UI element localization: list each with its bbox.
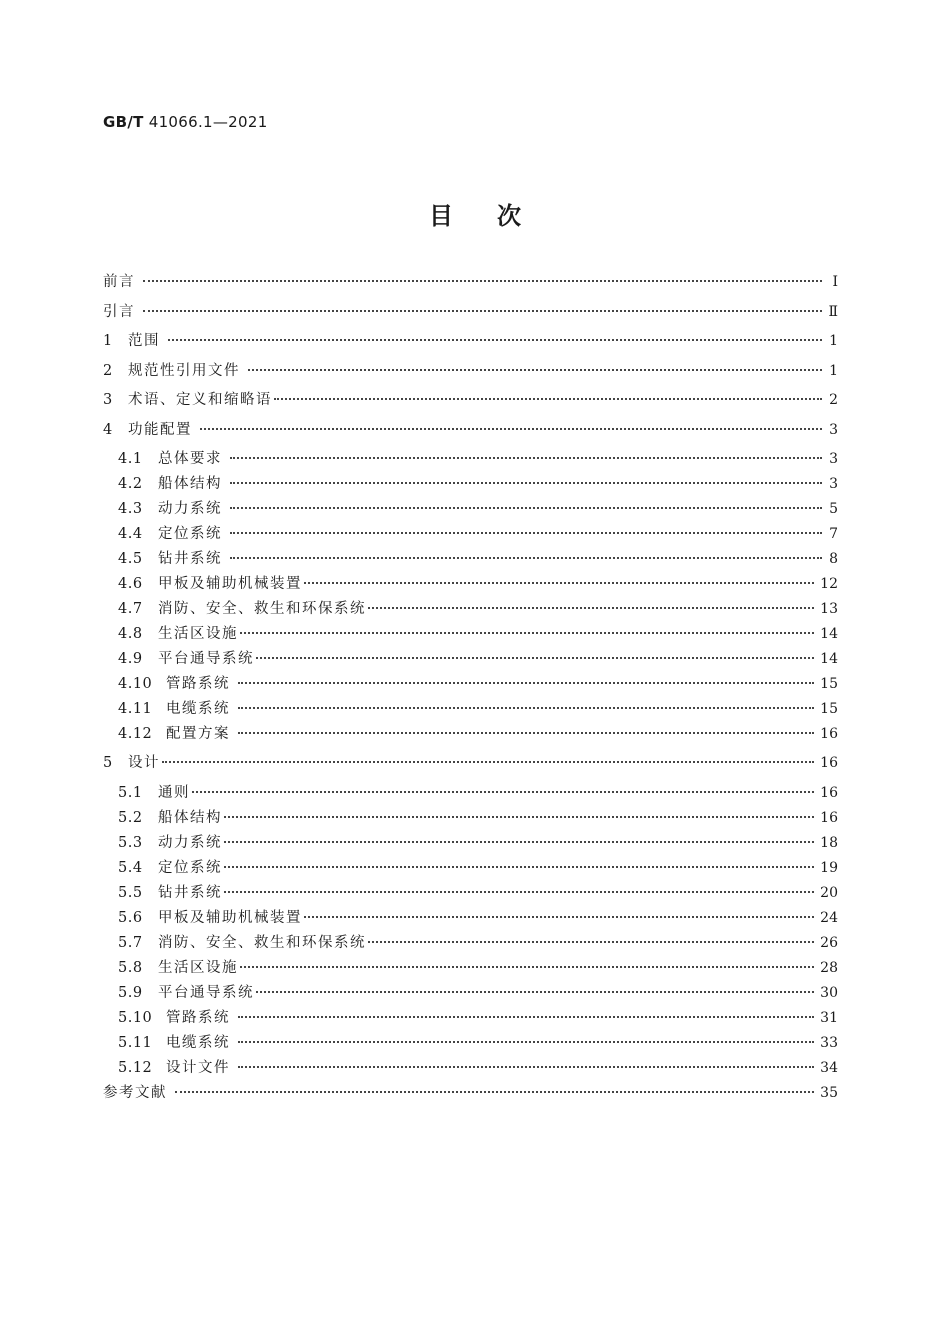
toc-number: 4.1	[118, 451, 143, 467]
toc-entry[interactable]	[103, 522, 838, 547]
toc-page: 15	[820, 676, 838, 692]
toc-title: 目次	[429, 202, 565, 230]
toc-page: 16	[820, 726, 838, 742]
dot-leader	[143, 280, 822, 282]
dot-leader	[256, 991, 814, 993]
toc-entry[interactable]	[103, 672, 838, 697]
toc-entry[interactable]	[103, 597, 838, 622]
toc-label: 定位系统	[158, 526, 222, 542]
toc-entry[interactable]	[103, 418, 838, 448]
toc-number: 3	[103, 392, 113, 408]
toc-entry[interactable]	[103, 697, 838, 722]
toc-page: 3	[829, 451, 838, 467]
toc-number: 5.12	[118, 1059, 153, 1076]
toc-label: 功能配置	[128, 421, 192, 438]
dot-leader	[230, 532, 822, 534]
toc-page: 31	[820, 1009, 838, 1026]
toc-label: 平台通导系统	[158, 651, 254, 667]
toc-label: 甲板及辅助机械装置	[158, 576, 302, 592]
dot-leader	[238, 1041, 814, 1043]
toc-entry[interactable]	[103, 881, 838, 906]
toc-page: 16	[820, 809, 838, 826]
toc-page: 3	[829, 421, 838, 438]
toc-number: 5.2	[118, 809, 143, 826]
dot-leader	[368, 941, 814, 943]
toc-entry[interactable]	[103, 329, 838, 359]
toc-number: 5.4	[118, 859, 143, 876]
toc-entry[interactable]	[103, 497, 838, 522]
standard-code	[103, 113, 268, 131]
toc-entry[interactable]	[103, 856, 838, 881]
toc-number: 5.6	[118, 909, 143, 926]
dot-leader	[238, 707, 814, 709]
toc-page: 20	[820, 884, 838, 901]
toc-number: 4.5	[118, 551, 143, 567]
toc-page: 8	[829, 551, 838, 567]
toc-page: 12	[820, 576, 838, 592]
toc-number: 5.3	[118, 834, 143, 851]
toc-entry[interactable]	[103, 647, 838, 672]
standard-number: 41066.1—2021	[148, 113, 268, 131]
toc-page: Ⅱ	[828, 303, 838, 320]
toc-entry[interactable]	[103, 1056, 838, 1081]
toc-entry[interactable]	[103, 751, 838, 781]
toc-entry[interactable]	[103, 806, 838, 831]
toc-label: 管路系统	[166, 676, 230, 692]
dot-leader	[200, 428, 822, 430]
toc-number: 2	[103, 362, 113, 379]
dot-leader	[168, 339, 822, 341]
dot-leader	[238, 1016, 814, 1018]
toc-label: 总体要求	[158, 451, 222, 467]
dot-leader	[304, 582, 814, 584]
toc-page: 35	[820, 1084, 838, 1101]
toc-page: 28	[820, 959, 838, 976]
toc-page: 24	[820, 909, 838, 926]
toc-page: 15	[820, 701, 838, 717]
dot-leader	[224, 891, 814, 893]
toc-label: 船体结构	[158, 476, 222, 492]
toc-label: 电缆系统	[166, 701, 230, 717]
dot-leader	[224, 866, 814, 868]
dot-leader	[238, 732, 814, 734]
toc-label: 管路系统	[166, 1009, 230, 1026]
dot-leader	[248, 369, 822, 371]
toc-entry[interactable]	[103, 1081, 838, 1111]
toc-entry[interactable]	[103, 547, 838, 572]
toc-page: 1	[829, 362, 838, 379]
toc-number: 5.1	[118, 784, 143, 801]
toc-entry[interactable]	[103, 300, 838, 330]
dot-leader	[238, 1066, 814, 1068]
toc-page: 3	[829, 476, 838, 492]
toc-entry[interactable]	[103, 1006, 838, 1031]
toc-number: 5.10	[118, 1009, 153, 1026]
standard-prefix: GB/T	[103, 113, 144, 131]
dot-leader	[175, 1091, 814, 1093]
toc-entry[interactable]	[103, 1031, 838, 1056]
toc-entry[interactable]	[103, 931, 838, 956]
toc-label: 生活区设施	[158, 626, 238, 642]
toc-entry[interactable]	[103, 388, 838, 418]
dot-leader	[230, 557, 822, 559]
toc-page: 34	[820, 1059, 838, 1076]
table-of-contents	[103, 270, 838, 1110]
toc-number: 4.9	[118, 651, 143, 667]
toc-label: 范围	[128, 333, 160, 349]
toc-number: 4.3	[118, 501, 143, 517]
toc-entry[interactable]	[103, 831, 838, 856]
toc-page: 7	[829, 526, 838, 542]
toc-label: 参考文献	[103, 1084, 167, 1101]
dot-leader	[230, 482, 822, 484]
toc-number: 4.12	[118, 726, 153, 742]
toc-label: 设计文件	[166, 1059, 230, 1076]
dot-leader	[192, 791, 814, 793]
toc-number: 4	[103, 421, 113, 438]
toc-entry[interactable]	[103, 572, 838, 597]
toc-number: 4.8	[118, 626, 143, 642]
toc-number: 5.11	[118, 1034, 153, 1051]
toc-number: 1	[103, 333, 113, 349]
toc-entry[interactable]	[103, 472, 838, 497]
toc-page: 14	[820, 651, 838, 667]
toc-number: 4.2	[118, 476, 143, 492]
dot-leader	[162, 761, 814, 763]
toc-page: 33	[820, 1034, 838, 1051]
toc-label: 动力系统	[158, 501, 222, 517]
toc-page: 19	[820, 859, 838, 876]
toc-entry[interactable]	[103, 981, 838, 1006]
dot-leader	[230, 457, 822, 459]
toc-page: 13	[820, 601, 838, 617]
toc-entry[interactable]	[103, 622, 838, 647]
toc-page: 26	[820, 934, 838, 951]
toc-number: 4.6	[118, 576, 143, 592]
toc-label: 消防、安全、救生和环保系统	[158, 601, 366, 617]
toc-number: 5.7	[118, 934, 143, 951]
toc-label: 通则	[158, 784, 190, 801]
toc-number: 5.5	[118, 884, 143, 901]
toc-number: 4.4	[118, 526, 143, 542]
toc-label: 动力系统	[158, 834, 222, 851]
toc-number: 4.10	[118, 676, 153, 692]
toc-entry[interactable]	[103, 447, 838, 472]
toc-label: 消防、安全、救生和环保系统	[158, 934, 366, 951]
toc-entry[interactable]	[103, 956, 838, 981]
toc-label: 引言	[103, 303, 135, 320]
dot-leader	[368, 607, 814, 609]
toc-page: 2	[829, 392, 838, 408]
toc-page: 16	[820, 784, 838, 801]
dot-leader	[143, 310, 822, 312]
dot-leader	[238, 682, 814, 684]
toc-label: 电缆系统	[166, 1034, 230, 1051]
toc-entry[interactable]	[103, 270, 838, 300]
toc-page: 5	[829, 501, 838, 517]
toc-number: 5.9	[118, 984, 143, 1001]
toc-label: 钻井系统	[158, 884, 222, 901]
dot-leader	[304, 916, 814, 918]
toc-page: 1	[829, 333, 838, 349]
toc-entry[interactable]	[103, 781, 838, 806]
dot-leader	[224, 816, 814, 818]
toc-page: 30	[820, 984, 838, 1001]
dot-leader	[256, 657, 814, 659]
toc-page: 14	[820, 626, 838, 642]
dot-leader	[240, 632, 814, 634]
toc-entry[interactable]	[103, 359, 838, 389]
dot-leader	[224, 841, 814, 843]
toc-label: 规范性引用文件	[128, 362, 240, 379]
toc-label: 平台通导系统	[158, 984, 254, 1001]
toc-number: 5	[103, 755, 113, 771]
toc-number: 4.11	[118, 701, 153, 717]
toc-label: 定位系统	[158, 859, 222, 876]
toc-label: 术语、定义和缩略语	[128, 392, 272, 408]
toc-entry[interactable]	[103, 722, 838, 747]
dot-leader	[230, 507, 822, 509]
toc-page: 16	[820, 755, 838, 771]
toc-page: 18	[820, 834, 838, 851]
toc-label: 设计	[128, 755, 160, 771]
toc-entry[interactable]	[103, 906, 838, 931]
toc-label: 船体结构	[158, 809, 222, 826]
toc-label: 前言	[103, 274, 135, 290]
toc-page: Ⅰ	[832, 274, 838, 290]
toc-number: 4.7	[118, 601, 143, 617]
toc-label: 钻井系统	[158, 551, 222, 567]
toc-label: 配置方案	[166, 726, 230, 742]
dot-leader	[240, 966, 814, 968]
toc-label: 生活区设施	[158, 959, 238, 976]
toc-label: 甲板及辅助机械装置	[158, 909, 302, 926]
dot-leader	[274, 398, 822, 400]
toc-number: 5.8	[118, 959, 143, 976]
